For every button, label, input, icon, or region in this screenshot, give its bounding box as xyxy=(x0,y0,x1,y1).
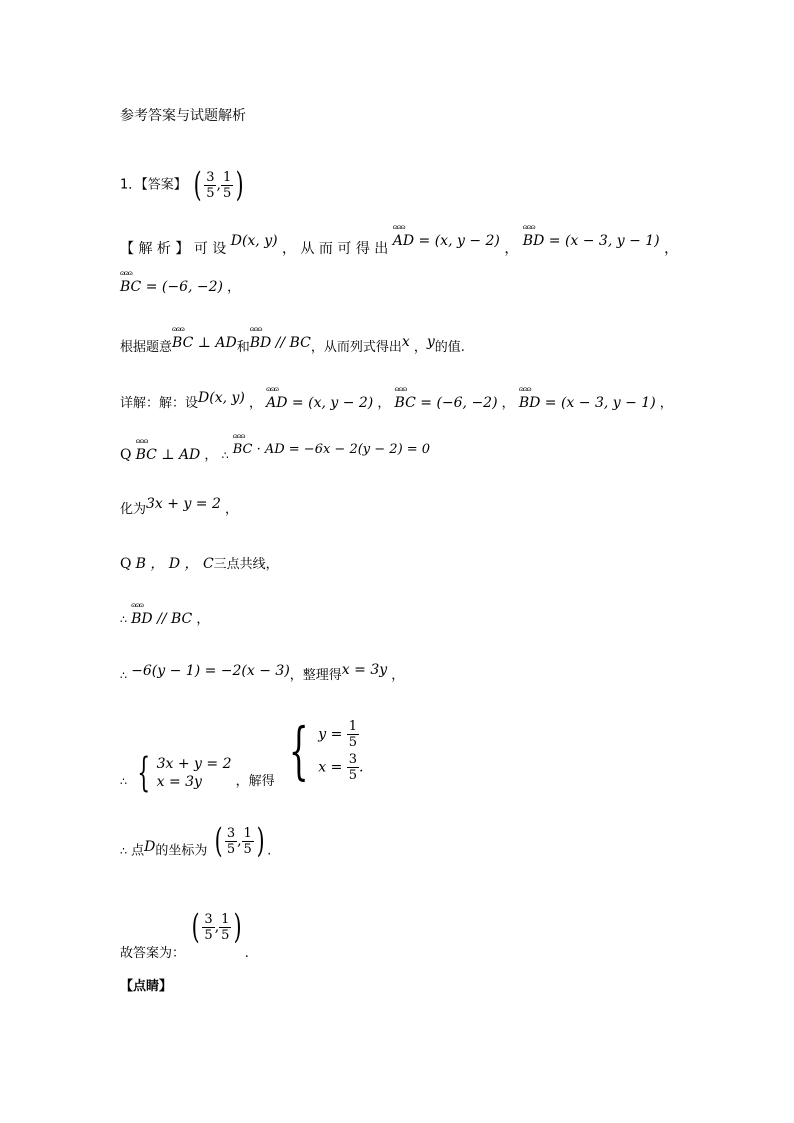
rearrange-text: ，整理得 xyxy=(289,668,342,683)
rearrange-result: x = 3y xyxy=(341,662,388,678)
analysis-line-2: 根据题意ɷɷɷ BC ⊥ AD和ɷɷɷ BD // BC，从而列式得出x ，y的值. xyxy=(120,340,465,354)
point-d-label: D xyxy=(144,838,156,855)
solution-system: { y = $\frac{1}{5}$ x = $\frac{3}{5}$ . xyxy=(288,714,364,787)
question-number: 1． xyxy=(120,177,142,193)
system-eq-2: x = 3y xyxy=(156,774,202,790)
simplify-line: 化为3x + y = 2 ， xyxy=(120,496,239,517)
therefore-symbol: ∴ xyxy=(221,449,229,462)
parallel-relation: ɷɷɷ BD // BC xyxy=(250,336,311,350)
dot-product-eq: ɷɷɷ BC · AD = −6x − 2(y − 2) = 0 xyxy=(233,443,430,456)
vector-bd-expr: ɷɷɷ BD = (x − 3, y − 1) xyxy=(523,234,660,248)
parallel-line: ∴ ɷɷɷ BD // BC ， xyxy=(120,612,209,626)
perp-line: Q ɷɷɷ BC ⊥ AD ， ∴ ɷɷɷ BC · AD = −6x − 2(y − 2) = 0 xyxy=(120,448,430,462)
detail-line: 详解：解：设D(x, y) ， ɷɷɷ AD = (x, y − 2) ， ɷɷɷ BC = (−6, −2) ， ɷɷɷ BD = (x − 3, y − 1) ， xyxy=(120,396,673,410)
simplify-label: 化为 xyxy=(120,502,147,517)
point-text-2: 的坐标为 xyxy=(155,843,208,859)
therefore-symbol: ∴ xyxy=(120,844,127,858)
parallel-expr: ɷɷɷ BD // BC xyxy=(131,612,192,626)
detail-label: 详解：解：设 xyxy=(120,396,199,411)
analysis-text-2: ， 从 而 可 得 出 xyxy=(282,241,389,257)
therefore-symbol: ∴ xyxy=(120,669,127,682)
detail-ad: ɷɷɷ AD = (x, y − 2) xyxy=(266,396,373,410)
var-y: y xyxy=(426,334,435,350)
vector-bc-expr: ɷɷɷ BC = (−6, −2) xyxy=(120,280,223,294)
equation-system: { 3x + y = 2 x = 3y xyxy=(137,750,232,796)
collinear-line xyxy=(120,557,279,571)
page-heading: 参考答案与试题解析 xyxy=(120,108,246,124)
solution-x-label: x = xyxy=(318,759,343,776)
answer-label: 【答案】 xyxy=(141,177,187,193)
perp-relation: ɷɷɷ BC ⊥ AD xyxy=(172,336,237,350)
answer-value: ( $\frac{3}{5}$ , $\frac{1}{5}$ ) xyxy=(193,165,244,205)
final-label: 故答案为： xyxy=(120,945,186,961)
collinear-text: 三点共线， xyxy=(213,557,279,572)
q-symbol: Q xyxy=(120,556,132,572)
collinear-eq: −6(y − 1) = −2(x − 3) xyxy=(131,663,290,679)
analysis-text: 可 设 xyxy=(193,241,227,257)
analysis-line-1b: ɷɷɷ BC = (−6, −2) ， xyxy=(120,280,240,294)
therefore-symbol: ∴ xyxy=(120,774,127,788)
detail-d: D(x, y) xyxy=(198,390,245,406)
solution-y-label: y = xyxy=(318,726,343,743)
simplify-eq: 3x + y = 2 xyxy=(146,496,221,512)
vector-ad-expr: ɷɷɷ AD = (x, y − 2) xyxy=(393,234,500,248)
collinear-points: B ， D ， C xyxy=(135,556,214,572)
analysis-line-1: 【 解 析 】 可 设 D(x, y) ， 从 而 可 得 出 ɷɷɷ AD = (x, y − 2) ， ɷɷɷ BD = (x − 3, y − 1) ， xyxy=(120,242,678,256)
system-line xyxy=(120,714,364,796)
dianjing-label: 【点睛】 xyxy=(120,979,173,994)
text-segment: 的值. xyxy=(434,340,465,355)
equation-line: ∴ −6(y − 1) = −2(x − 3)，整理得x = 3y ， xyxy=(120,662,405,683)
text-segment: ，从而列式得出 xyxy=(310,340,402,355)
final-answer-line: 故答案为： ( $\frac{3}{5}$ , $\frac{1}{5}$ ) . xyxy=(120,907,249,961)
coordinate-line: ∴ 点D的坐标为 ( $\frac{3}{5}$ , $\frac{1}{5}$ ) . xyxy=(120,821,272,861)
system-eq-1: 3x + y = 2 xyxy=(156,756,232,772)
therefore-symbol: ∴ xyxy=(120,613,127,626)
detail-bd: ɷɷɷ BD = (x − 3, y − 1) xyxy=(519,396,656,410)
detail-bc: ɷɷɷ BC = (−6, −2) xyxy=(395,396,498,410)
point-text: 点 xyxy=(131,843,145,859)
var-x: x xyxy=(401,334,410,350)
answer-line xyxy=(120,165,246,205)
coordinate-value: ( $\frac{3}{5}$ , $\frac{1}{5}$ ) xyxy=(214,821,265,861)
perp-expr: ɷɷɷ BC ⊥ AD xyxy=(136,448,201,462)
text-segment: 根据题意 xyxy=(120,340,173,355)
final-value: ( $\frac{3}{5}$ , $\frac{1}{5}$ ) xyxy=(191,907,243,947)
text-segment: 和 xyxy=(236,340,250,355)
solve-label: ，解得 xyxy=(235,773,275,789)
analysis-label: 【 解 析 】 xyxy=(120,241,190,257)
q-symbol: Q xyxy=(120,447,132,463)
point-d-expr: D(x, y) xyxy=(230,233,278,249)
